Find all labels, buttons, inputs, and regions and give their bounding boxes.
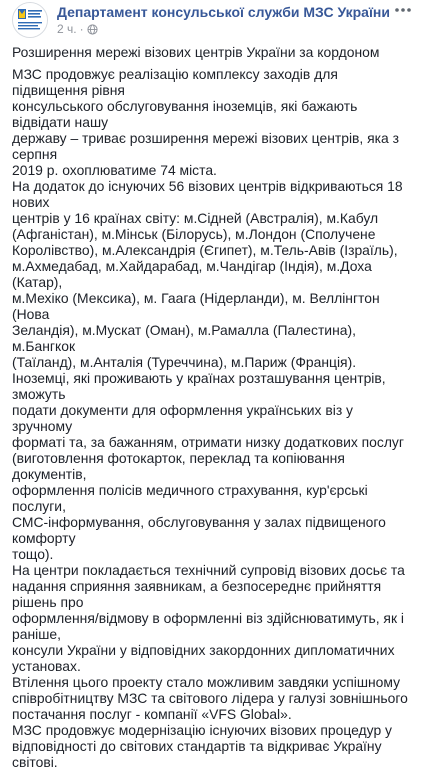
post-headline: Розширення мережі візових центрів України за кордоном: [12, 44, 380, 60]
post-paragraph: На центри покладається технічний супровід візових досьє та надання сприяння заявникам, а безпосереднє прийняття рішень про оформлення/відмову в оформленні віз здійснюватимуть, як і раніше, консули України у відповідних закордонних дипломатичних установах.: [12, 562, 405, 674]
post-paragraph: На додаток до існуючих 56 візових центрів відкриваються 18 нових центрів у 16 країнах світу: м.Сідней (Австралія), м.Кабул (Афганістан), м.Мінськ (Білорусь), м.Лондон (Сполучене Королівство), м.Александрія (Єгипет), м.Тель-Авів (Ізраїль), м.Ахмедабад, м.Хайдарабад, м.Чандігар (Індія), м.Доха (Катар), м.Мехіко (Мексика), м. Гаага (Нідерланди), м. Веллінгтон (Нова Зеландія), м.Мускат (Оман), м.Рамалла (Палестина), м.Бангкок (Таїланд), м.Анталія (Туреччина), м.Париж (Франція).: [12, 178, 403, 370]
meta-separator: ·: [79, 22, 84, 36]
post-paragraph: МЗС продовжує модернізацію існуючих візових процедур у відповідності до світових стандартів та відкриває Україну світові.: [12, 722, 392, 770]
mfa-logo-icon: [13, 3, 47, 37]
more-horizontal-icon[interactable]: [393, 3, 413, 15]
post-header: [0, 0, 423, 40]
page-name-link[interactable]: Департамент консульської служби МЗС України: [57, 4, 390, 20]
post-body: [12, 44, 412, 770]
globe-icon[interactable]: [87, 24, 98, 35]
post-timestamp[interactable]: 2 ч.: [57, 22, 77, 36]
post-paragraph: МЗС продовжує реалізацію комплексу заходів для підвищення рівня консульського обслуговування іноземців, які бажають відвідати нашу державу – триває розширення мережі візових центрів, яка з серпня 2019 р. охоплюватиме 74 міста.: [12, 66, 399, 178]
avatar[interactable]: [12, 2, 48, 38]
post-paragraph: Іноземці, які проживають у країнах розташування центрів, зможуть подати документи для оформлення українських віз у зручному форматі та, за бажанням, отримати низку додаткових послуг (виготовлення фотокарток, переклад та копіювання документів, оформлення полісів медичного страхування, кур'єрські послуги, СМС-інформування, обслуговування у залах підвищеного комфорту тощо).: [12, 370, 404, 562]
post-paragraph: Втілення цього проекту стало можливим завдяки успішному співробітництву МЗС та світового лідера у галузі зовнішнього постачання послуг - компанії «VFS Global».: [12, 674, 408, 722]
post-meta: [57, 22, 98, 36]
